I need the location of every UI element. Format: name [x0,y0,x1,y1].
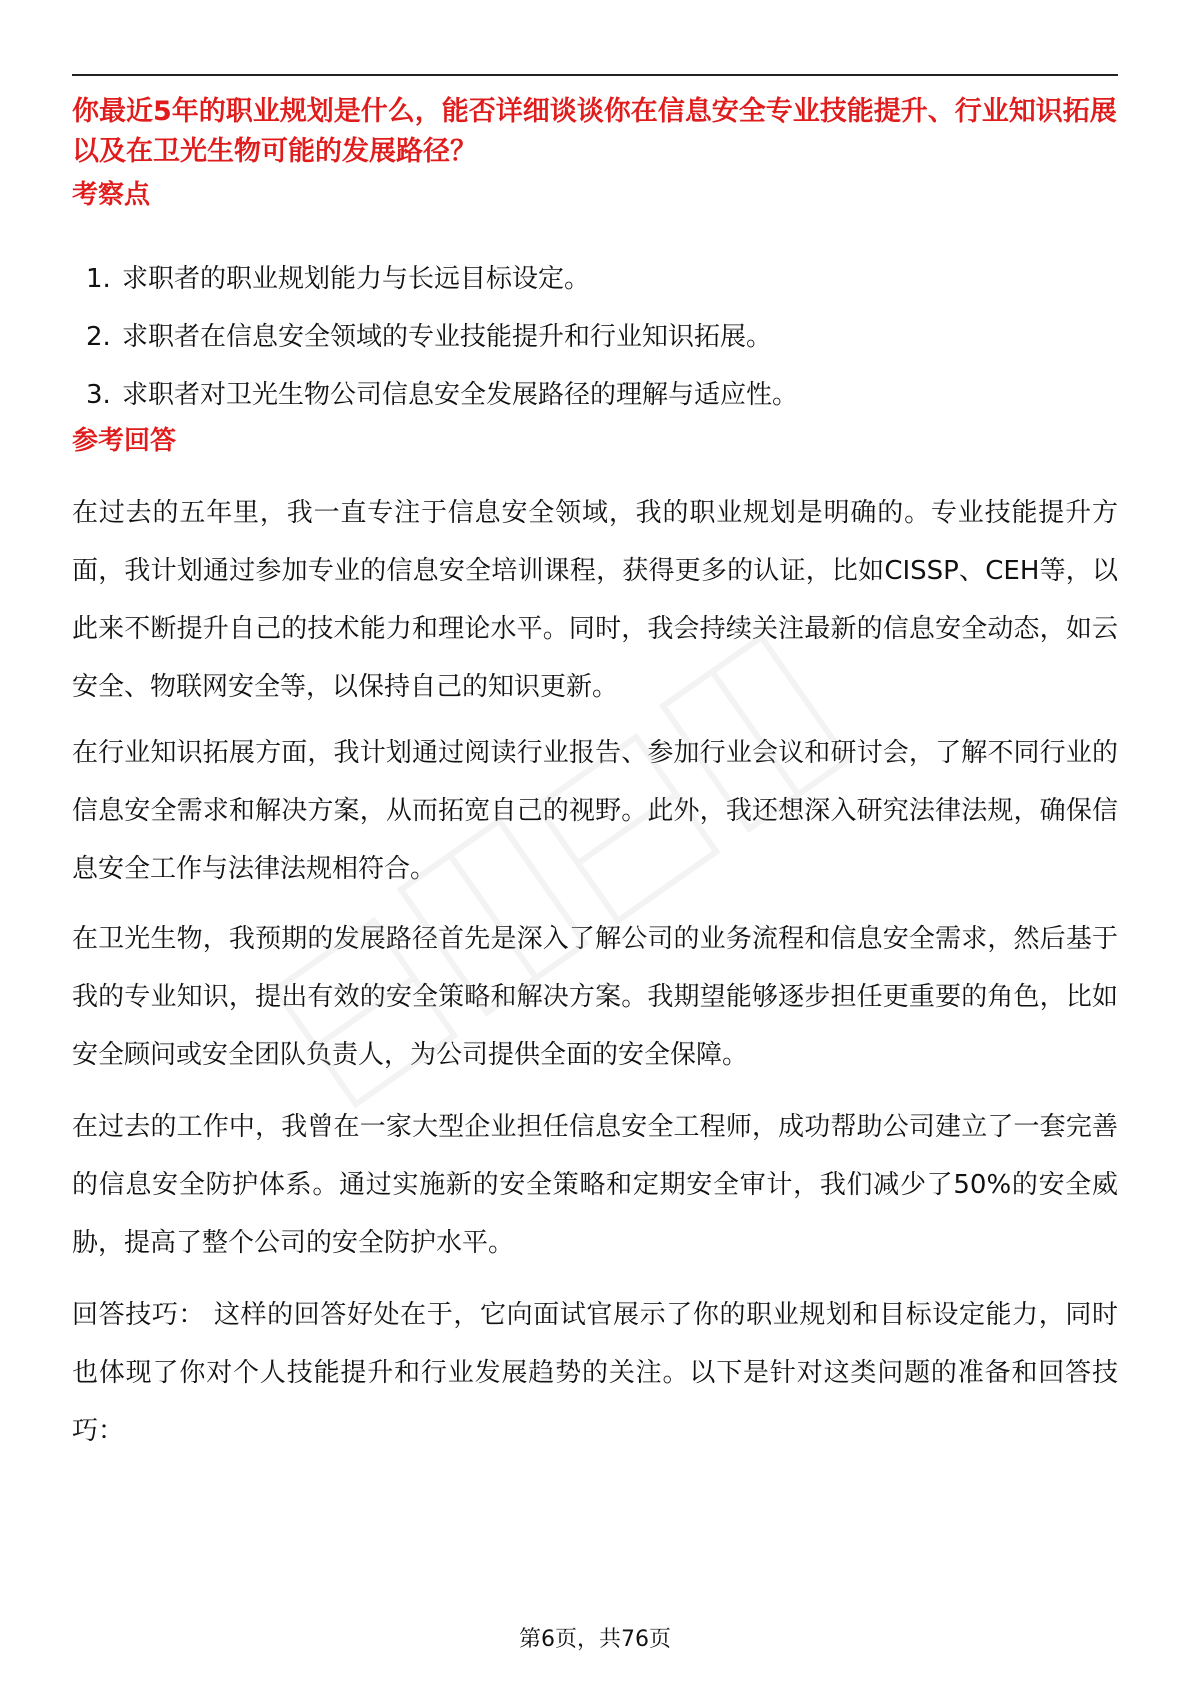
list-item: 3. 求职者对卫光生物公司信息安全发展路径的理解与适应性。 [86,380,799,410]
answer-paragraph: 在卫光生物，我预期的发展路径首先是深入了解公司的业务流程和信息安全需求，然后基于我的专业知识，提出有效的安全策略和解决方案。我期望能够逐步担任更重要的角色，比如安全顾问或安全团队负责人，为公司提供全面的安全保障。 [72,924,1118,1070]
question-title: 你最近5年的职业规划是什么，能否详细谈谈你在信息安全专业技能提升、行业知识拓展以及在卫光生物可能的发展路径？ [72,96,1117,167]
document-page [72,0,1118,1684]
answer-paragraph: 在过去的五年里，我一直专注于信息安全领域，我的职业规划是明确的。专业技能提升方面，我计划通过参加专业的信息安全培训课程，获得更多的认证，比如CISSP、CEH等，以此来不断提升自己的技术能力和理论水平。同时，我会持续关注最新的信息安全动态，如云安全、物联网安全等，以保持自己的知识更新。 [72,498,1118,702]
reference-heading: 参考回答 [72,426,177,456]
page-number: 第6页，共76页 [519,1627,671,1652]
assessment-heading: 考察点 [72,180,151,210]
list-item: 1. 求职者的职业规划能力与长远目标设定。 [86,264,591,294]
top-divider [72,74,1118,76]
assessment-list [72,262,1118,436]
list-item: 2. 求职者在信息安全领域的专业技能提升和行业知识拓展。 [86,322,773,352]
answer-paragraph: 在行业知识拓展方面，我计划通过阅读行业报告、参加行业会议和研讨会，了解不同行业的信息安全需求和解决方案，从而拓宽自己的视野。此外，我还想深入研究法律法规，确保信息安全工作与法律法规相符合。 [72,738,1118,884]
tips-paragraph: 回答技巧： 这样的回答好处在于，它向面试官展示了你的职业规划和目标设定能力，同时也体现了你对个人技能提升和行业发展趋势的关注。以下是针对这类问题的准备和回答技巧： [72,1300,1118,1446]
answer-paragraph: 在过去的工作中，我曾在一家大型企业担任信息安全工程师，成功帮助公司建立了一套完善的信息安全防护体系。通过实施新的安全策略和定期安全审计，我们减少了50%的安全威胁，提高了整个公司的安全防护水平。 [72,1112,1118,1258]
